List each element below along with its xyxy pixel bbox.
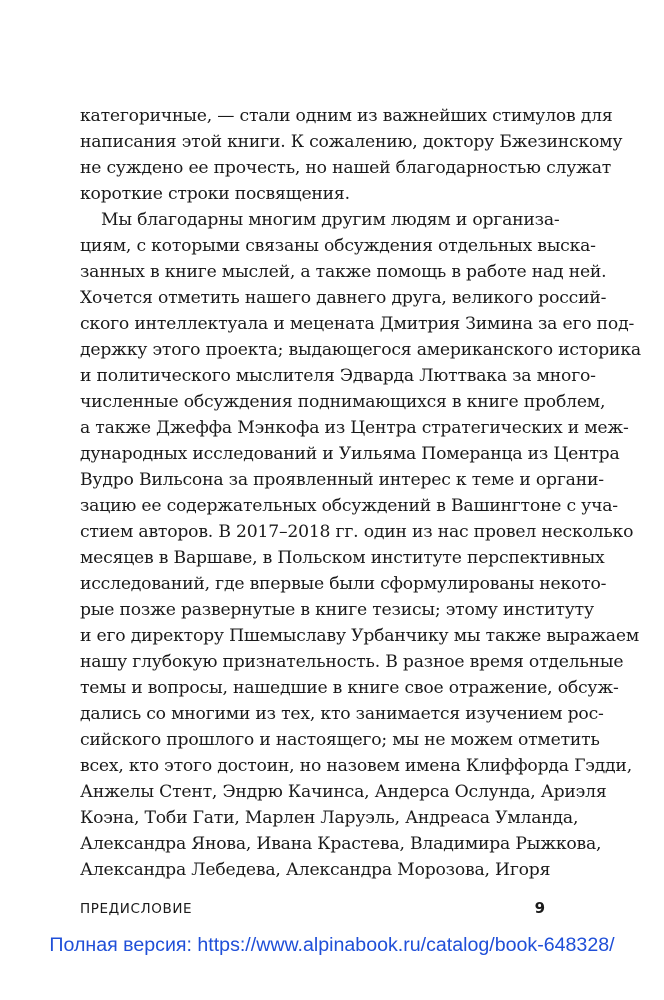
text-line: сийского прошлого и настоящего; мы не можем отметить (80, 730, 600, 750)
text-line: дались со многими из тех, кто занимается изучением рос- (80, 704, 604, 724)
text-line: Александра Лебедева, Александра Морозова, Игоря (80, 860, 551, 880)
text-line: Мы благодарны многим другим людям и организа- (101, 210, 560, 230)
text-line: короткие строки посвящения. (80, 184, 350, 204)
text-line: Анжелы Стент, Эндрю Качинса, Андерса Ослунда, Ариэля (80, 782, 607, 802)
text-line: и политического мыслителя Эдварда Люттвака за много- (80, 366, 596, 386)
text-line: рые позже развернутые в книге тезисы; этому институту (80, 600, 594, 620)
text-line: месяцев в Варшаве, в Польском институте перспективных (80, 548, 605, 568)
text-line: исследований, где впервые были сформулированы некото- (80, 574, 607, 594)
text-line: а также Джеффа Мэнкофа из Центра стратегических и меж- (80, 418, 629, 438)
text-line: Александра Янова, Ивана Крастева, Владимира Рыжкова, (80, 834, 602, 854)
text-line: всех, кто этого достоин, но назовем имена Клиффорда Гэдди, (80, 756, 632, 776)
text-line: занных в книге мыслей, а также помощь в работе над ней. (80, 262, 607, 282)
text-line: написания этой книги. К сожалению, доктору Бжезинскому (80, 132, 623, 152)
text-line: нашу глубокую признательность. В разное время отдельные (80, 652, 624, 672)
text-line: не суждено ее прочесть, но нашей благодарностью служат (80, 158, 612, 178)
text-line: Хочется отметить нашего давнего друга, великого россий- (80, 288, 607, 308)
text-line: категоричные, — стали одним из важнейших стимулов для (80, 106, 613, 126)
text-line: дународных исследований и Уильяма Померанца из Центра (80, 444, 620, 464)
page-number: 9 (534, 899, 545, 917)
text-line: ского интеллектуала и мецената Дмитрия Зимина за его под- (80, 314, 635, 334)
text-line: стием авторов. В 2017–2018 гг. один из нас провел несколько (80, 522, 634, 542)
text-line: циям, с которыми связаны обсуждения отдельных выска- (80, 236, 596, 256)
text-line: темы и вопросы, нашедшие в книге свое отражение, обсуж- (80, 678, 619, 698)
text-line: численные обсуждения поднимающихся в книге проблем, (80, 392, 606, 412)
running-footer-section-title: ПРЕДИСЛОВИЕ (80, 901, 193, 917)
full-version-link[interactable]: Полная версия: https://www.alpinabook.ru/catalog/book-648328/ (49, 934, 615, 956)
text-line: и его директору Пшемыславу Урбанчику мы также выражаем (80, 626, 639, 646)
text-line: держку этого проекта; выдающегося американского историка (80, 340, 641, 360)
text-line: Коэна, Тоби Гати, Марлен Ларуэль, Андреаса Умланда, (80, 808, 579, 828)
text-line: Вудро Вильсона за проявленный интерес к теме и органи- (80, 470, 604, 490)
text-line: зацию ее содержательных обсуждений в Вашингтоне с уча- (80, 496, 618, 516)
